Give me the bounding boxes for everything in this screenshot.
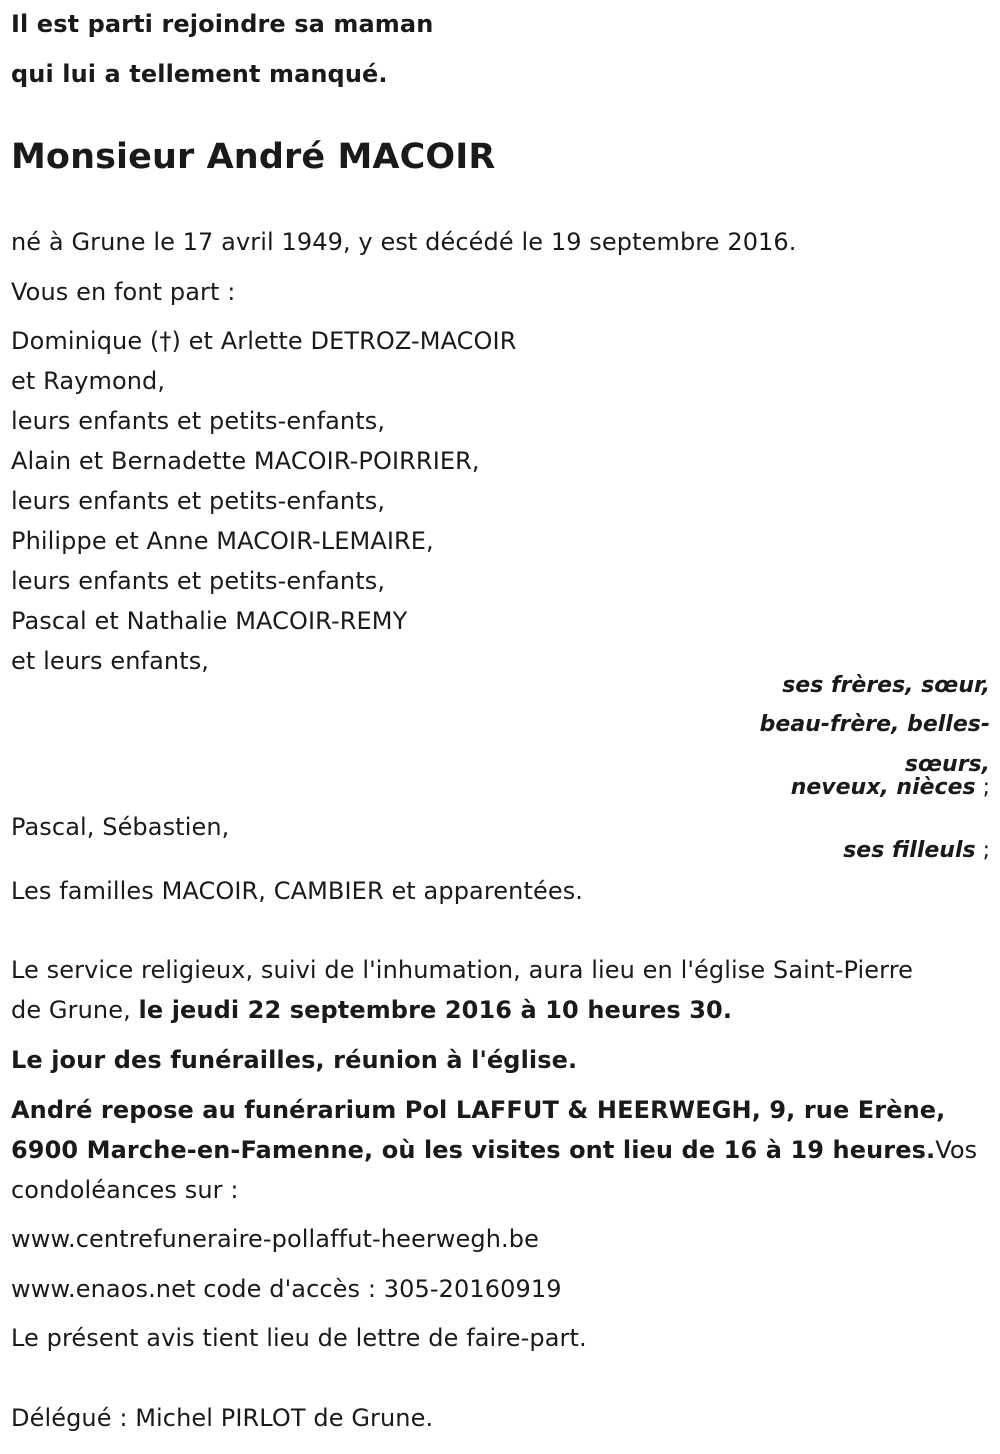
birth-death-line: né à Grune le 17 avril 1949, y est décédé le 19 septembre 2016. — [11, 228, 797, 256]
family-line: Dominique (†) et Arlette DETROZ-MACOIR — [11, 327, 517, 355]
family-line: leurs enfants et petits-enfants, — [11, 567, 386, 595]
condolences-line: condoléances sur : — [11, 1176, 239, 1204]
deceased-name: Monsieur André MACOIR — [11, 137, 496, 177]
family-line: Philippe et Anne MACOIR-LEMAIRE, — [11, 527, 434, 555]
relation-text: sœurs, — [904, 752, 990, 777]
family-line: Pascal et Nathalie MACOIR-REMY — [11, 607, 408, 635]
relation-punct: ; — [975, 775, 990, 800]
relation-godchildren — [843, 837, 990, 865]
service-line-2 — [11, 995, 732, 1025]
funerarium-line-2 — [11, 1135, 977, 1165]
service-line-1: Le service religieux, suivi de l'inhumation, aura lieu en l'église Saint-Pierre — [11, 956, 914, 984]
godchildren-names: Pascal, Sébastien, — [11, 813, 230, 841]
relation-text: neveux, nièces — [790, 775, 976, 800]
notice-line: Le présent avis tient lieu de lettre de faire-part. — [11, 1324, 587, 1352]
epigraph-line-2: qui lui a tellement manqué. — [11, 60, 388, 88]
family-line: et Raymond, — [11, 367, 166, 395]
relation-text: ses filleuls — [843, 838, 976, 863]
funerarium-visits: 6900 Marche-en-Famenne, où les visites ont lieu de 16 à 19 heures. — [11, 1136, 936, 1164]
announce-intro: Vous en font part : — [11, 278, 236, 306]
website-link-2[interactable]: www.enaos.net code d'accès : 305-20160919 — [11, 1275, 562, 1303]
service-place: de Grune, — [11, 996, 139, 1024]
family-line: leurs enfants et petits-enfants, — [11, 407, 386, 435]
delegate-line: Délégué : Michel PIRLOT de Grune. — [11, 1404, 434, 1432]
meeting-line: Le jour des funérailles, réunion à l'église. — [11, 1046, 578, 1074]
family-line: Alain et Bernadette MACOIR-POIRRIER, — [11, 447, 480, 475]
relation-siblings-line-4 — [791, 774, 990, 802]
relation-text: beau-frère, belles- — [759, 712, 990, 737]
epigraph-line-1: Il est parti rejoindre sa maman — [11, 10, 434, 38]
families-line: Les familles MACOIR, CAMBIER et apparentées. — [11, 877, 584, 905]
relation-siblings-line-2 — [760, 711, 990, 739]
funerarium-line-1: André repose au funérarium Pol LAFFUT & HEERWEGH, 9, rue Erène, — [11, 1096, 946, 1124]
website-link-1[interactable]: www.centrefuneraire-pollaffut-heerwegh.be — [11, 1225, 539, 1253]
family-line: leurs enfants et petits-enfants, — [11, 487, 386, 515]
relation-siblings-line-1 — [782, 672, 990, 700]
family-line: et leurs enfants, — [11, 647, 210, 675]
relation-punct: ; — [975, 838, 990, 863]
relation-text: ses frères, sœur, — [782, 673, 990, 698]
condolences-start: Vos — [935, 1136, 978, 1164]
service-datetime: le jeudi 22 septembre 2016 à 10 heures 30. — [138, 996, 733, 1024]
